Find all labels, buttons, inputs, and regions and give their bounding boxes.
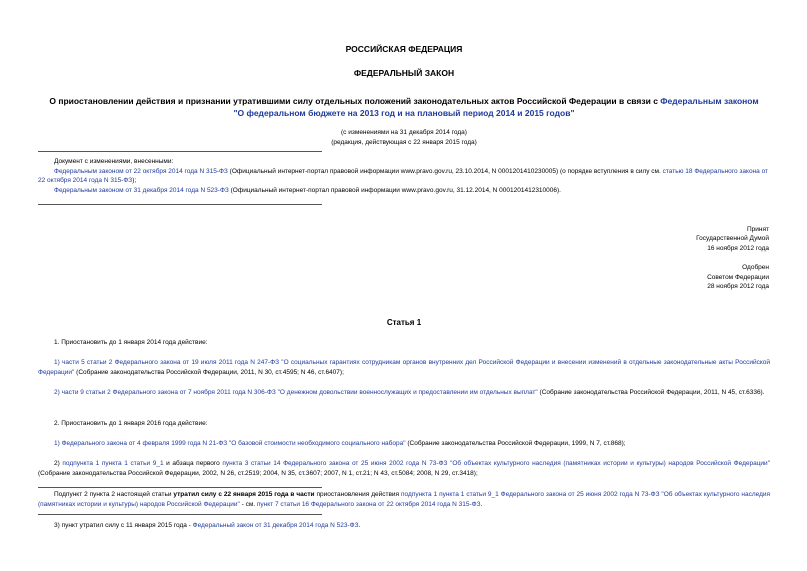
divider-top: [38, 151, 322, 152]
duma-label: Государственной Думой: [696, 235, 769, 243]
amendments-heading: Документ с изменениями, внесенными:: [54, 158, 174, 165]
amendment-item: Федеральным законом от 22 октября 2014 года N 315-ФЗ (Официальный интернет-портал правовой информации www.pravo.gov.ru, 23.10.2014, N 0001201410230005) (о порядке вступления в силу см. статью 18 Федерального закона от 22 октября 2014 года N 315-ФЗ);: [38, 167, 769, 185]
doc-type-heading: ФЕДЕРАЛЬНЫЙ ЗАКОН: [353, 68, 455, 78]
adopted-block: [696, 225, 769, 291]
duma-date: 16 ноября 2012 года: [707, 244, 769, 252]
amendment-item: Федеральным законом от 31 декабря 2014 года N 523-ФЗ (Официальный интернет-портал правовой информации www.pravo.gov.ru, 31.12.2014, N 0001201412310006).: [54, 186, 561, 194]
note-law-315-link[interactable]: пункт 7 статьи 16 Федерального закона от 22 октября 2014 года N 315-ФЗ: [256, 500, 481, 508]
divider-bottom: [38, 204, 322, 205]
law-title-text: О приостановлении действия и признании утратившими силу отдельных положений законодательных актов Российской Федерации в связи с: [49, 96, 661, 106]
article-p2-item1: 1) Федерального закона от 4 февраля 1999 года N 21-ФЗ "О базовой стоимости необходимого социального набора" (Собрание законодательства Российской Федерации, 1999, N 7, ст.868);: [54, 440, 626, 447]
country-heading: РОССИЙСКАЯ ФЕДЕРАЦИЯ: [345, 44, 463, 54]
law-247-link[interactable]: 1) части 5 статьи 2 Федерального закона от 19 июля 2011 года N 247-ФЗ "О социальных гарантиях сотрудникам органов внутренних дел Российской Федерации и внесении изменений в отдельные законодательные акты Российской Федерации": [38, 359, 770, 376]
law-73-subitem-link[interactable]: подпункта 1 пункта 1 статьи 9_1: [62, 460, 164, 467]
amendment-link-art18[interactable]: статью 18 Федерального закона от 22 октября 2014 года N 315-ФЗ: [38, 167, 769, 185]
repeal-note: Подпункт 2 пункта 2 настоящей статьи утратил силу с 22 января 2015 года в части приостановления действия подпункта 1 пункта 1 статьи 9_1 Федерального закона от 25 июня 2002 года N 73-ФЗ "Об объектах культурного наследия (памятниках истории и культуры) народов Российской Федерации" - см. пункт 7 статьи 16 Федерального закона от 22 октября 2014 года N 315-ФЗ.: [38, 491, 771, 508]
article-heading: Статья 1: [386, 318, 422, 327]
edition-note: (редакция, действующая с 22 января 2015 года): [331, 139, 477, 146]
article-p2: 2. Приостановить до 1 января 2016 года действие:: [54, 420, 208, 427]
accepted-label: Принят: [746, 226, 769, 233]
amendment-link-523[interactable]: Федеральным законом от 31 декабря 2014 года N 523-ФЗ: [54, 186, 229, 194]
council-label: Советом Федерации: [707, 273, 769, 281]
amendments-block: [38, 157, 770, 195]
amendment-link-315[interactable]: Федеральным законом от 22 октября 2014 года N 315-ФЗ: [54, 167, 228, 175]
law-title-link[interactable]: Федеральным законом "О федеральном бюджете на 2013 год и на плановый период 2014 и 2015 годов": [233, 96, 759, 118]
law-523-link[interactable]: Федеральный закон от 31 декабря 2014 года N 523-ФЗ: [192, 522, 359, 529]
law-21-link[interactable]: 1) Федерального закона от 4 февраля 1999 года N 21-ФЗ "О базовой стоимости необходимого социального набора": [54, 440, 406, 447]
changes-note: (с изменениями на 31 декабря 2014 года): [341, 129, 467, 136]
repeal-note-bold: утратил силу с 22 января 2015 года в части: [173, 491, 315, 498]
article-p1-item1: 1) части 5 статьи 2 Федерального закона от 19 июля 2011 года N 247-ФЗ "О социальных гарантиях сотрудникам органов внутренних дел Российской Федерации и внесении изменений в отдельные законодательные акты Российской Федерации" (Собрание законодательства Российской Федерации, 2011, N 30, ст.4595; N 46, ст.6407);: [38, 359, 770, 376]
article-p1-item2: 2) части 9 статьи 2 Федерального закона от 7 ноября 2011 года N 306-ФЗ "О денежном довольствии военнослужащих и предоставлении им отдельных выплат" (Собрание законодательства Российской Федерации, 2011, N 45, ст.6336).: [54, 389, 765, 396]
law-title: [48, 96, 760, 119]
council-date: 28 ноября 2012 года: [707, 283, 769, 291]
note-divider-top: [38, 487, 322, 488]
law-73-link[interactable]: пункта 3 статьи 14 Федерального закона от 25 июня 2002 года N 73-ФЗ "Об объектах культурного наследия (памятниках истории и культуры) народов Российской Федерации": [222, 460, 770, 467]
law-306-link[interactable]: 2) части 9 статьи 2 Федерального закона от 7 ноября 2011 года N 306-ФЗ "О денежном довольствии военнослужащих и предоставлении им отдельных выплат": [54, 389, 538, 396]
note-divider-bottom: [38, 514, 322, 515]
article-p2-item2: 2) подпункта 1 пункта 1 статьи 9_1 и абзаца первого пункта 3 статьи 14 Федерального закона от 25 июня 2002 года N 73-ФЗ "Об объектах культурного наследия (памятниках истории и культуры) народов Российской Федерации" (Собрание законодательства Российской Федерации, 2002, N 26, ст.2519; 2004, N 35, ст.3607; 2007, N 1, ст.21; N 43, ст.5084; 2008, N 29, ст.3418);: [38, 460, 770, 477]
note-law-73-link[interactable]: подпункта 1 пункта 1 статьи 9_1 Федерального закона от 25 июня 2002 года N 73-ФЗ "Об объектах культурного наследия (памятниках истории и культуры) народов Российской Федерации": [38, 491, 771, 508]
article-p2-item3: 3) пункт утратил силу с 11 января 2015 года - Федеральный закон от 31 декабря 2014 года N 523-ФЗ.: [54, 522, 361, 529]
approved-label: Одобрен: [742, 264, 769, 272]
article-p1: 1. Приостановить до 1 января 2014 года действие:: [54, 339, 208, 346]
